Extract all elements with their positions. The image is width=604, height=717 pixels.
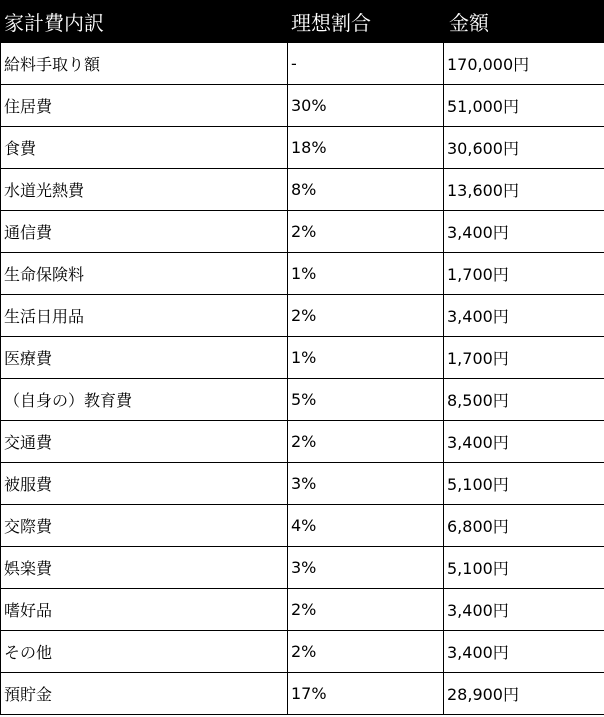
cell-category: 食費: [1, 127, 288, 169]
cell-ratio: 30%: [288, 85, 444, 127]
table-row: [1, 673, 604, 715]
cell-ratio: 2%: [288, 295, 444, 337]
cell-category: 通信費: [1, 211, 288, 253]
table-row: [1, 295, 604, 337]
table-body: [1, 43, 604, 715]
cell-ratio: 4%: [288, 505, 444, 547]
table-row: [1, 589, 604, 631]
cell-amount: 6,800円: [444, 505, 604, 547]
cell-ratio: 1%: [288, 337, 444, 379]
table-row: [1, 547, 604, 589]
table-row: [1, 169, 604, 211]
cell-amount: 3,400円: [444, 631, 604, 673]
table-row: [1, 337, 604, 379]
cell-amount: 5,100円: [444, 463, 604, 505]
cell-amount: 30,600円: [444, 127, 604, 169]
cell-category: 交際費: [1, 505, 288, 547]
cell-category: 被服費: [1, 463, 288, 505]
header-ratio: 理想割合: [288, 0, 444, 43]
cell-amount: 1,700円: [444, 337, 604, 379]
cell-category: 娯楽費: [1, 547, 288, 589]
cell-category: 医療費: [1, 337, 288, 379]
cell-ratio: 2%: [288, 589, 444, 631]
cell-ratio: 8%: [288, 169, 444, 211]
header-row: [1, 0, 604, 43]
cell-category: 交通費: [1, 421, 288, 463]
table-header: [1, 0, 604, 43]
table-row: [1, 85, 604, 127]
cell-ratio: -: [288, 43, 444, 85]
header-category: 家計費内訳: [1, 0, 288, 43]
cell-category: 給料手取り額: [1, 43, 288, 85]
cell-amount: 170,000円: [444, 43, 604, 85]
table-row: [1, 505, 604, 547]
cell-ratio: 5%: [288, 379, 444, 421]
cell-amount: 3,400円: [444, 295, 604, 337]
cell-ratio: 17%: [288, 673, 444, 715]
cell-ratio: 2%: [288, 631, 444, 673]
cell-amount: 51,000円: [444, 85, 604, 127]
cell-ratio: 2%: [288, 421, 444, 463]
cell-amount: 13,600円: [444, 169, 604, 211]
cell-amount: 28,900円: [444, 673, 604, 715]
cell-ratio: 3%: [288, 463, 444, 505]
cell-ratio: 2%: [288, 211, 444, 253]
table-row: [1, 127, 604, 169]
cell-category: 水道光熱費: [1, 169, 288, 211]
cell-amount: 1,700円: [444, 253, 604, 295]
cell-category: 嗜好品: [1, 589, 288, 631]
cell-amount: 5,100円: [444, 547, 604, 589]
table-row: [1, 379, 604, 421]
cell-category: 預貯金: [1, 673, 288, 715]
cell-category: 住居費: [1, 85, 288, 127]
cell-amount: 3,400円: [444, 421, 604, 463]
header-amount: 金額: [444, 0, 604, 43]
table-row: [1, 463, 604, 505]
table-row: [1, 631, 604, 673]
cell-amount: 8,500円: [444, 379, 604, 421]
table-row: [1, 421, 604, 463]
cell-ratio: 18%: [288, 127, 444, 169]
cell-ratio: 1%: [288, 253, 444, 295]
cell-ratio: 3%: [288, 547, 444, 589]
table-row: [1, 211, 604, 253]
table-row: [1, 253, 604, 295]
cell-amount: 3,400円: [444, 589, 604, 631]
cell-category: （自身の）教育費: [1, 379, 288, 421]
cell-category: 生活日用品: [1, 295, 288, 337]
cell-amount: 3,400円: [444, 211, 604, 253]
table-row: [1, 43, 604, 85]
cell-category: その他: [1, 631, 288, 673]
cell-category: 生命保険料: [1, 253, 288, 295]
